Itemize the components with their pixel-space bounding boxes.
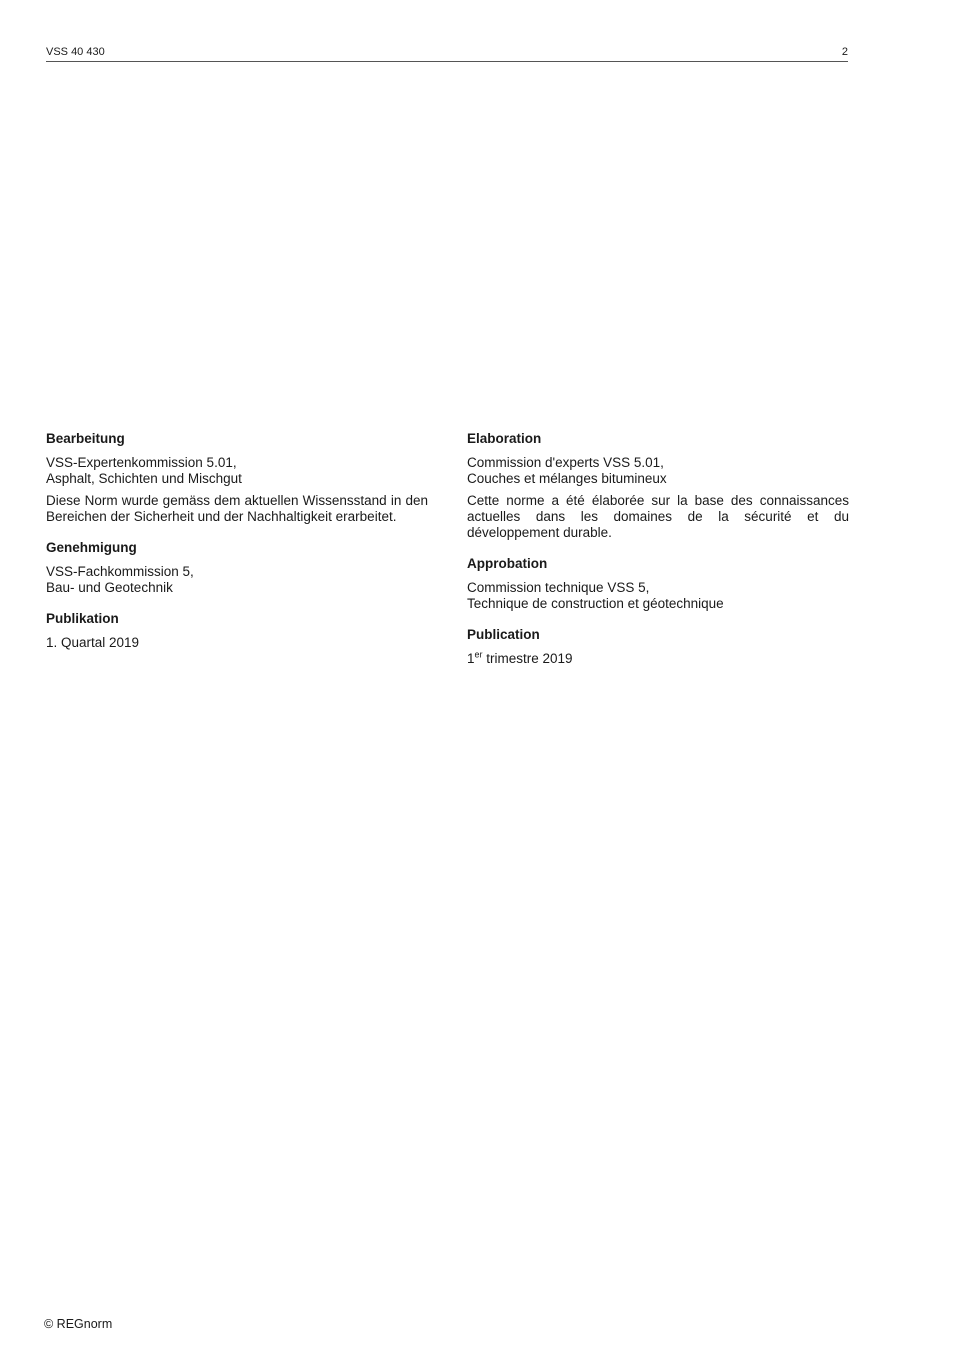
- document-id: VSS 40 430: [46, 46, 105, 58]
- french-column: [467, 430, 849, 681]
- copyright-footer: © REGnorm: [44, 1317, 113, 1331]
- section-publikation: [46, 610, 428, 651]
- commission-topic: Asphalt, Schichten und Mischgut: [46, 471, 242, 486]
- section-publication: [467, 626, 849, 667]
- commission-name-fr: Commission d'experts VSS 5.01,: [467, 455, 664, 470]
- approval-info-fr: [467, 580, 849, 612]
- ordinal-suffix: er: [474, 649, 483, 660]
- page-number: 2: [841, 46, 848, 58]
- heading-publication: Publication: [467, 627, 540, 642]
- approval-commission: VSS-Fachkommission 5,: [46, 564, 194, 579]
- section-approbation: [467, 555, 849, 612]
- section-genehmigung: [46, 539, 428, 596]
- german-column: [46, 430, 428, 665]
- approval-topic-fr: Technique de construction et géotechnique: [467, 596, 724, 611]
- approval-info: [46, 564, 428, 596]
- section-bearbeitung: [46, 430, 428, 525]
- publication-date: 1. Quartal 2019: [46, 635, 140, 650]
- norm-description: Diese Norm wurde gemäss dem aktuellen Wissensstand in den Bereichen der Sicherheit und der Nachhaltigkeit erarbeitet.: [46, 493, 428, 524]
- commission-topic-fr: Couches et mélanges bitumineux: [467, 471, 667, 486]
- approval-topic: Bau- und Geotechnik: [46, 580, 173, 595]
- page-header: [46, 44, 848, 62]
- ordinal-number: 1: [467, 651, 475, 666]
- approval-commission-fr: Commission technique VSS 5,: [467, 580, 650, 595]
- heading-publikation: Publikation: [46, 611, 119, 626]
- section-elaboration: [467, 430, 849, 541]
- commission-name: VSS-Expertenkommission 5.01,: [46, 455, 237, 470]
- heading-elaboration: Elaboration: [467, 431, 542, 446]
- heading-approbation: Approbation: [467, 556, 548, 571]
- commission-info-fr: [467, 455, 849, 487]
- commission-info: [46, 455, 428, 487]
- heading-bearbeitung: Bearbeitung: [46, 431, 125, 446]
- norm-description-fr: Cette norme a été élaborée sur la base des connaissances actuelles dans les domaines de la sécurité et du développement durable.: [467, 493, 849, 540]
- publication-period: trimestre 2019: [482, 651, 573, 666]
- heading-genehmigung: Genehmigung: [46, 540, 137, 555]
- publication-date-fr: [467, 651, 849, 667]
